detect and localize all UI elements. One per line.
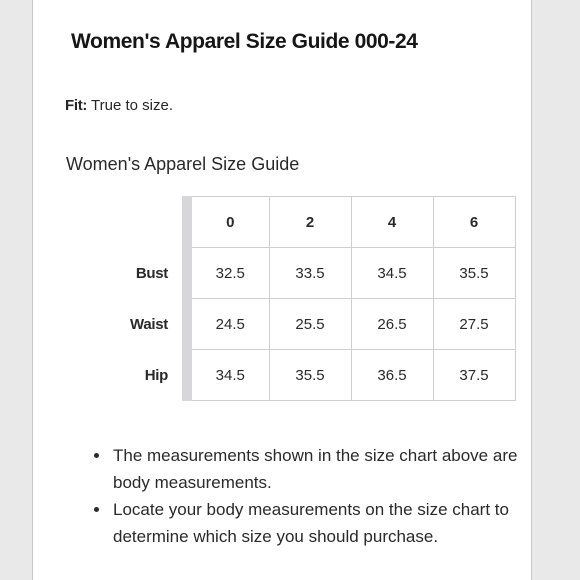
size-guide-heading: Women's Apparel Size Guide bbox=[66, 154, 300, 174]
size-header-cell: 0 bbox=[187, 197, 269, 248]
measurement-cell: 35.5 bbox=[433, 248, 515, 299]
size-guide-page bbox=[32, 0, 532, 580]
measurement-cell: 35.5 bbox=[269, 350, 351, 401]
measurement-cell: 37.5 bbox=[433, 350, 515, 401]
page-title: Women's Apparel Size Guide 000-24 bbox=[71, 30, 418, 53]
table-corner bbox=[33, 197, 187, 248]
measurement-cell: 36.5 bbox=[351, 350, 433, 401]
size-chart-table bbox=[33, 196, 516, 401]
row-label-waist: Waist bbox=[130, 315, 168, 333]
fit-note bbox=[65, 97, 173, 114]
measurement-cell: 27.5 bbox=[433, 299, 515, 350]
row-label-hip: Hip bbox=[144, 366, 168, 384]
list-item: • Locate your body measurements on the size chart to determine which size you should purchase. bbox=[111, 496, 531, 550]
measurement-cell: 33.5 bbox=[269, 248, 351, 299]
fit-value: True to size. bbox=[91, 97, 174, 114]
table-row-bust bbox=[33, 248, 515, 299]
list-item: • The measurements shown in the size chart above are body measurements. bbox=[111, 442, 531, 496]
measurement-cell: 34.5 bbox=[187, 350, 269, 401]
table-row-hip bbox=[33, 350, 515, 401]
measurement-notes bbox=[91, 442, 531, 550]
size-header-row bbox=[33, 197, 515, 248]
size-header-cell: 6 bbox=[433, 197, 515, 248]
measurement-cell: 26.5 bbox=[351, 299, 433, 350]
measurement-cell: 24.5 bbox=[187, 299, 269, 350]
measurement-cell: 25.5 bbox=[269, 299, 351, 350]
size-header-cell: 4 bbox=[351, 197, 433, 248]
row-label-bust: Bust bbox=[135, 264, 168, 282]
fit-label: Fit: bbox=[65, 97, 88, 114]
measurement-cell: 34.5 bbox=[351, 248, 433, 299]
size-header-cell: 2 bbox=[269, 197, 351, 248]
measurement-cell: 32.5 bbox=[187, 248, 269, 299]
table-row-waist bbox=[33, 299, 515, 350]
